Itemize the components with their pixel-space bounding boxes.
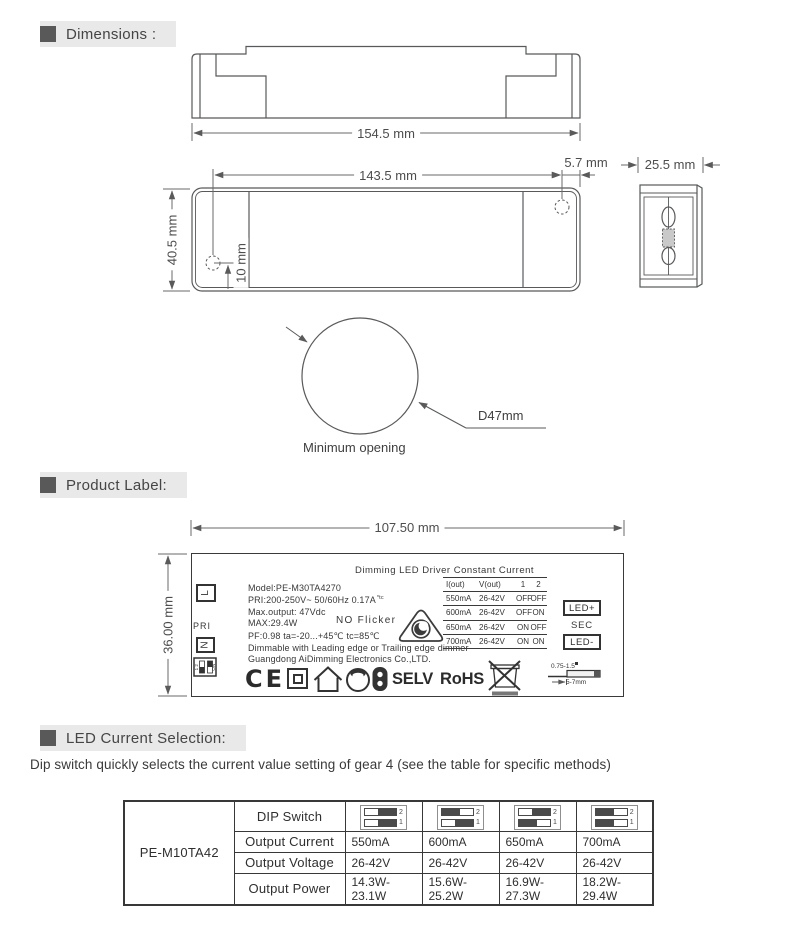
opening-caption: Minimum opening	[303, 440, 406, 455]
section-title-led-current: LED Current Selection:	[66, 729, 227, 747]
table-row: 700mA 26-42V ON ON	[443, 635, 547, 649]
table-row: Output Voltage 26-42V 26-42V 26-42V 26-42V	[124, 852, 653, 873]
table-row: 650mA 26-42V ON OFF	[443, 621, 547, 635]
dip-switch-icon: 2 1	[437, 805, 484, 830]
row-label-output-current: Output Current	[234, 831, 345, 852]
end-view-drawing	[640, 185, 702, 287]
label-title: Dimming LED Driver Constant Current	[355, 565, 535, 576]
label-no-flicker: NO Flicker	[336, 615, 397, 626]
section-bullet-icon	[40, 730, 56, 746]
dim-label-side-width: 25.5 mm	[640, 157, 701, 172]
col-vout: V(out)	[479, 580, 501, 590]
wire-gauge-label: 0.75-1.5	[551, 662, 578, 670]
dim-label-overall-length: 154.5 mm	[352, 126, 420, 141]
section-header-dimensions	[40, 21, 176, 47]
opening-diameter-label: D47mm	[478, 408, 524, 423]
dip-icon-digits: 1 2	[193, 664, 199, 671]
rohs-mark: RoHS	[440, 670, 485, 688]
dim-label-hole-inset: 10 mm	[234, 238, 249, 288]
table-row: Output Current 550mA 600mA 650mA 700mA	[124, 831, 653, 852]
dip-slider-1	[441, 819, 474, 827]
dim-label-hole-offset: 5.7 mm	[559, 155, 612, 170]
table-row	[124, 801, 653, 831]
label-company: Guangdong AiDimming Electronics Co.,LTD.	[248, 654, 431, 664]
dip-slider-2	[518, 808, 551, 816]
section-header-led-current	[40, 725, 246, 751]
dim-label-label-height: 36.00 mm	[161, 591, 176, 659]
label-dimmable-line: Dimmable with Leading edge or Trailing edge dimmer	[248, 643, 469, 653]
label-pri-line: PRI:200-250V~ 50/60Hz $0.17A^{*tc}$	[248, 595, 384, 605]
dip-slider-1	[364, 819, 397, 827]
section-bullet-icon	[40, 26, 56, 42]
section-title-product-label: Product Label:	[66, 476, 167, 494]
section-bullet-icon	[40, 477, 56, 493]
terminal-n-box	[196, 637, 215, 653]
table-row: Output Power 14.3W-23.1W 15.6W-25.2W 16.9W-27.3W 18.2W-29.4W	[124, 873, 653, 905]
led-current-description: Dip switch quickly selects the current value setting of gear 4 (see the table for specific methods)	[30, 757, 611, 772]
dim-label-plan-height: 40.5 mm	[165, 210, 180, 271]
top-view-drawing	[192, 47, 580, 119]
dip-slider-2	[441, 808, 474, 816]
label-current-table	[443, 577, 547, 649]
label-pri-sup: *tc	[376, 595, 384, 601]
label-max-output: Max.output: 47Vdc	[248, 607, 326, 617]
dip-slider-1	[518, 819, 551, 827]
table-row: 550mA 26-42V OFF OFF	[443, 592, 547, 606]
terminal-l-box	[196, 584, 216, 602]
mm2-icon	[575, 662, 578, 665]
plan-view-drawing	[192, 188, 580, 291]
dip-slider-2	[595, 808, 628, 816]
model-cell: PE-M10TA42	[124, 801, 234, 905]
terminal-pri-label: PRI	[193, 621, 212, 631]
dim-label-label-width: 107.50 mm	[369, 520, 444, 535]
led-minus-box: LED-	[563, 634, 601, 650]
section-header-product-label	[40, 472, 187, 498]
terminal-n-label: N	[199, 641, 211, 649]
row-label-output-voltage: Output Voltage	[234, 852, 345, 873]
dim-label-plan-width: 143.5 mm	[354, 168, 422, 183]
dip-slider-1	[595, 819, 628, 827]
dim-plan	[163, 169, 595, 291]
selv-mark: SELV	[392, 670, 434, 688]
dip-slider-2	[364, 808, 397, 816]
wire-strip-label: 5-7mm	[566, 679, 587, 686]
row-label-dip-switch: DIP Switch	[234, 801, 345, 831]
mounting-hole-icon	[555, 200, 569, 214]
col-sw1: 1	[520, 580, 526, 590]
current-selection-table	[123, 800, 654, 906]
label-max-power: MAX:29.4W	[248, 618, 298, 628]
label-model: Model:PE-M30TA4270	[248, 583, 342, 593]
label-current-table-header	[443, 577, 547, 592]
col-iout: I(out)	[446, 580, 465, 590]
dip-switch-icon: 2 1	[591, 805, 638, 830]
dip-icon-on-label: ON	[211, 663, 217, 671]
section-title-dimensions: Dimensions :	[66, 25, 157, 43]
class2-icon	[287, 668, 308, 689]
dip-switch-icon: 2 1	[360, 805, 407, 830]
terminal-l-label: L	[200, 590, 211, 596]
dip-switch-icon: 2 1	[514, 805, 561, 830]
led-plus-box: LED+	[563, 600, 601, 616]
col-sw2: 2	[536, 580, 541, 590]
row-label-output-power: Output Power	[234, 873, 345, 905]
sec-label: SEC	[571, 620, 593, 631]
ce-mark: CE	[245, 665, 286, 693]
label-pf-line: PF:0.98 ta=-20...+45℃ tc=85℃	[248, 631, 380, 641]
table-row: 600mA 26-42V OFF ON	[443, 606, 547, 620]
